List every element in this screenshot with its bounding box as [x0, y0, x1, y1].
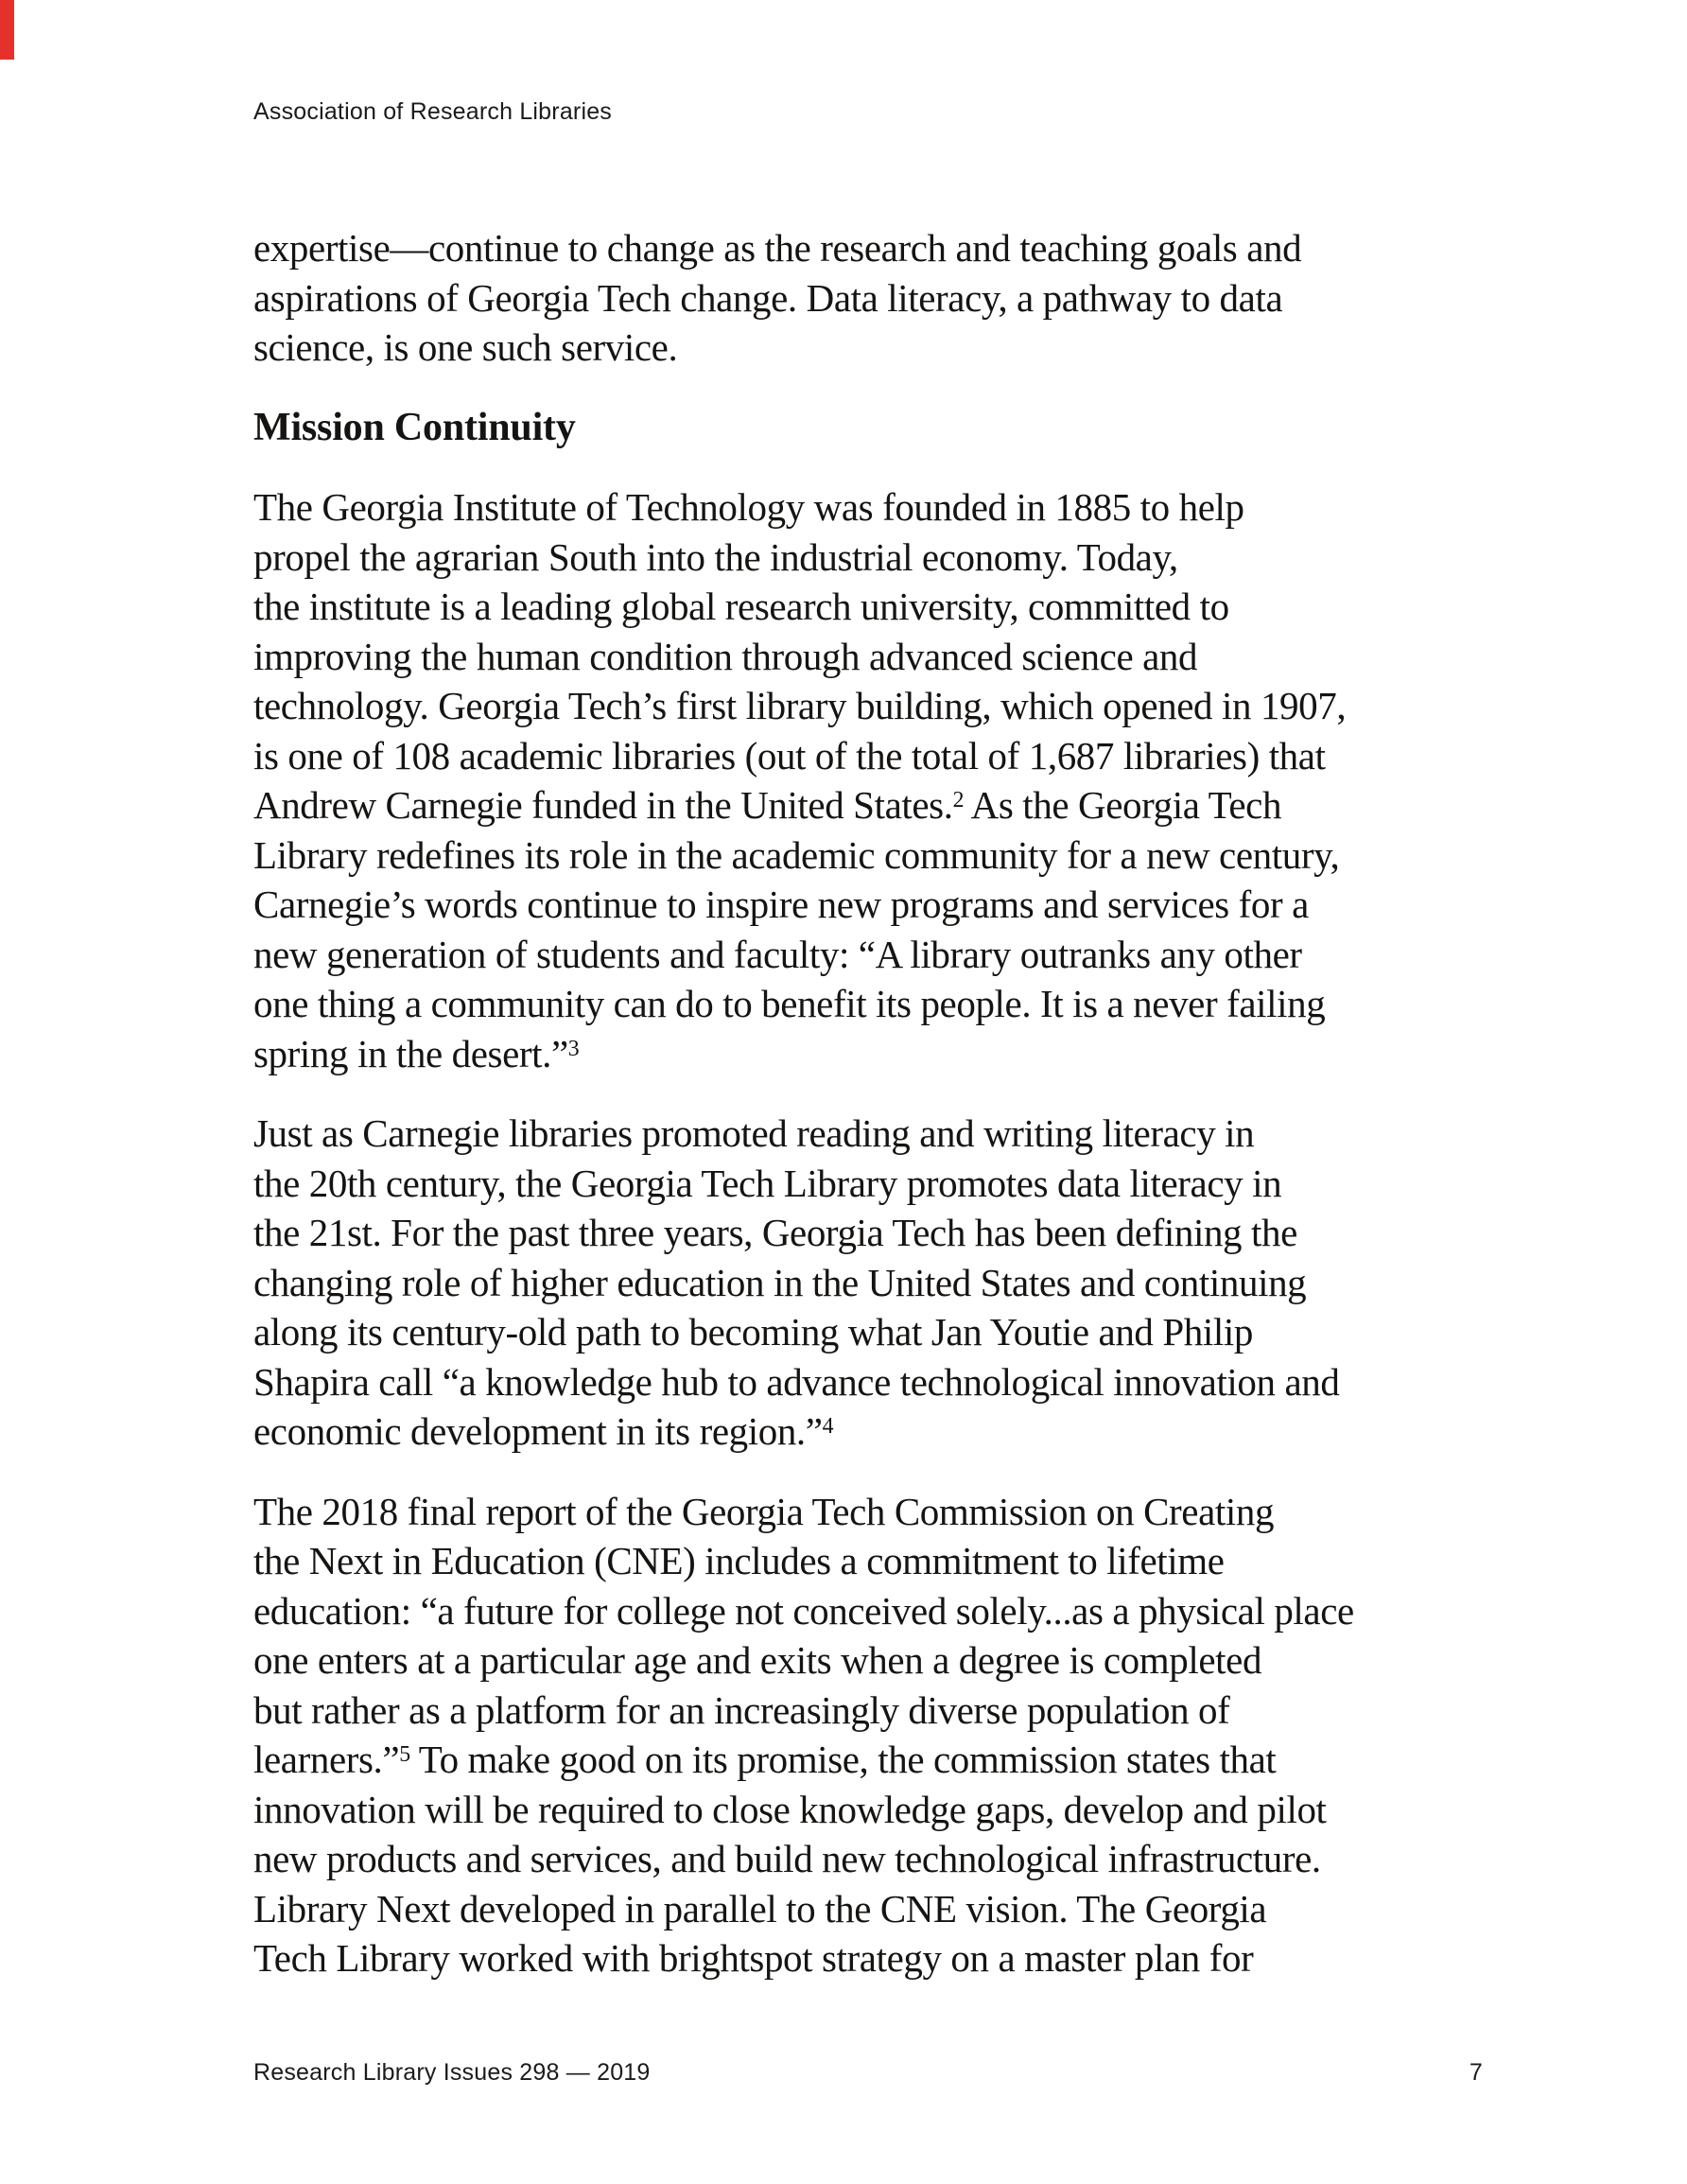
- publisher-name: Association of Research Libraries: [253, 98, 612, 125]
- text-line: [253, 1635, 1492, 1686]
- journal-title: Research Library Issues 298 — 2019: [253, 2059, 651, 2086]
- text-run: Shapira call “a knowledge hub to advance technological innovation and: [253, 1359, 1340, 1404]
- running-header: [253, 97, 612, 126]
- text-run: Library Next developed in parallel to the CNE vision. The Georgia: [253, 1886, 1267, 1931]
- text-line: [253, 830, 1492, 881]
- body-paragraph: [253, 1487, 1492, 1983]
- text-run: The 2018 final report of the Georgia Tech Commission on Creating: [253, 1489, 1275, 1533]
- text-line: [253, 930, 1492, 980]
- text-line: [253, 1686, 1492, 1736]
- text-run: Carnegie’s words continue to inspire new programs and services for a: [253, 882, 1309, 926]
- text-line: [253, 731, 1492, 781]
- text-run: the 20th century, the Georgia Tech Library promotes data literacy in: [253, 1161, 1282, 1205]
- text-line: [253, 1109, 1492, 1159]
- text-line: [253, 533, 1492, 583]
- text-run: As the Georgia Tech: [964, 783, 1282, 827]
- text-run: along its century-old path to becoming what Jan Youtie and Philip: [253, 1310, 1253, 1354]
- footnote-ref: 5: [399, 1742, 410, 1768]
- running-footer: [253, 2058, 1483, 2087]
- text-run: one enters at a particular age and exits when a degree is completed: [253, 1638, 1262, 1682]
- text-run: Mission Continuity: [253, 405, 576, 449]
- text-line: [253, 1029, 1492, 1079]
- text-run: new generation of students and faculty: “A library outranks any other: [253, 932, 1302, 976]
- text-run: the institute is a leading global research university, committed to: [253, 585, 1229, 628]
- body-paragraph: [253, 482, 1492, 1078]
- text-line: [253, 780, 1492, 830]
- text-line: [253, 1536, 1492, 1586]
- text-run: Just as Carnegie libraries promoted reading and writing literacy in: [253, 1111, 1255, 1155]
- text-run: but rather as a platform for an increasingly diverse population of: [253, 1687, 1230, 1732]
- text-line: [253, 1933, 1492, 1983]
- text-run: new products and services, and build new technological infrastructure.: [253, 1837, 1321, 1880]
- text-line: [253, 403, 1492, 453]
- text-line: [253, 1834, 1492, 1884]
- text-line: [253, 223, 1492, 273]
- text-run: aspirations of Georgia Tech change. Data literacy, a pathway to data: [253, 275, 1283, 320]
- text-run: science, is one such service.: [253, 325, 678, 369]
- text-run: learners.”: [253, 1738, 400, 1781]
- page-number: 7: [1469, 2059, 1483, 2086]
- text-run: To make good on its promise, the commission states that: [409, 1738, 1277, 1781]
- text-run: the Next in Education (CNE) includes a commitment to lifetime: [253, 1539, 1225, 1582]
- text-run: Library redefines its role in the academic community for a new century,: [253, 832, 1340, 877]
- text-run: spring in the desert.”: [253, 1031, 568, 1075]
- text-line: [253, 1487, 1492, 1537]
- text-run: Tech Library worked with brightspot strategy on a master plan for: [253, 1936, 1254, 1980]
- text-line: [253, 979, 1492, 1029]
- text-run: the 21st. For the past three years, Georgia Tech has been defining the: [253, 1211, 1297, 1254]
- text-run: Andrew Carnegie funded in the United States.: [253, 783, 953, 827]
- article-body: [253, 223, 1492, 2014]
- body-paragraph: [253, 1109, 1492, 1457]
- text-line: [253, 1208, 1492, 1258]
- footnote-ref: 2: [952, 788, 965, 813]
- text-run: economic development in its region.”: [253, 1409, 823, 1453]
- footnote-ref: 3: [567, 1036, 580, 1061]
- text-run: is one of 108 academic libraries (out of the total of 1,687 libraries) that: [253, 733, 1326, 778]
- text-line: [253, 323, 1492, 373]
- text-line: [253, 482, 1492, 533]
- text-line: [253, 1735, 1492, 1785]
- text-run: The Georgia Institute of Technology was founded in 1885 to help: [253, 485, 1244, 529]
- text-line: [253, 681, 1492, 731]
- text-line: [253, 1785, 1492, 1835]
- text-run: expertise—continue to change as the research and teaching goals and: [253, 226, 1302, 270]
- text-line: [253, 582, 1492, 632]
- text-run: changing role of higher education in the United States and continuing: [253, 1260, 1307, 1304]
- body-paragraph: [253, 223, 1492, 373]
- text-run: one thing a community can do to benefit its people. It is a never failing: [253, 982, 1326, 1025]
- accent-tab: [0, 0, 14, 60]
- text-run: improving the human condition through advanced science and: [253, 634, 1198, 678]
- text-line: [253, 1159, 1492, 1209]
- text-run: innovation will be required to close knowledge gaps, develop and pilot: [253, 1787, 1327, 1831]
- text-line: [253, 273, 1492, 323]
- text-line: [253, 1307, 1492, 1357]
- text-line: [253, 1884, 1492, 1934]
- text-run: propel the agrarian South into the industrial economy. Today,: [253, 534, 1178, 579]
- text-run: technology. Georgia Tech’s first library building, which opened in 1907,: [253, 684, 1347, 727]
- text-line: [253, 1258, 1492, 1308]
- footnote-ref: 4: [822, 1414, 834, 1440]
- section-heading: [253, 403, 1492, 453]
- text-line: [253, 880, 1492, 930]
- text-run: education: “a future for college not conceived solely...as a physical place: [253, 1588, 1354, 1633]
- text-line: [253, 1586, 1492, 1636]
- text-line: [253, 632, 1492, 682]
- text-line: [253, 1357, 1492, 1407]
- text-line: [253, 1406, 1492, 1457]
